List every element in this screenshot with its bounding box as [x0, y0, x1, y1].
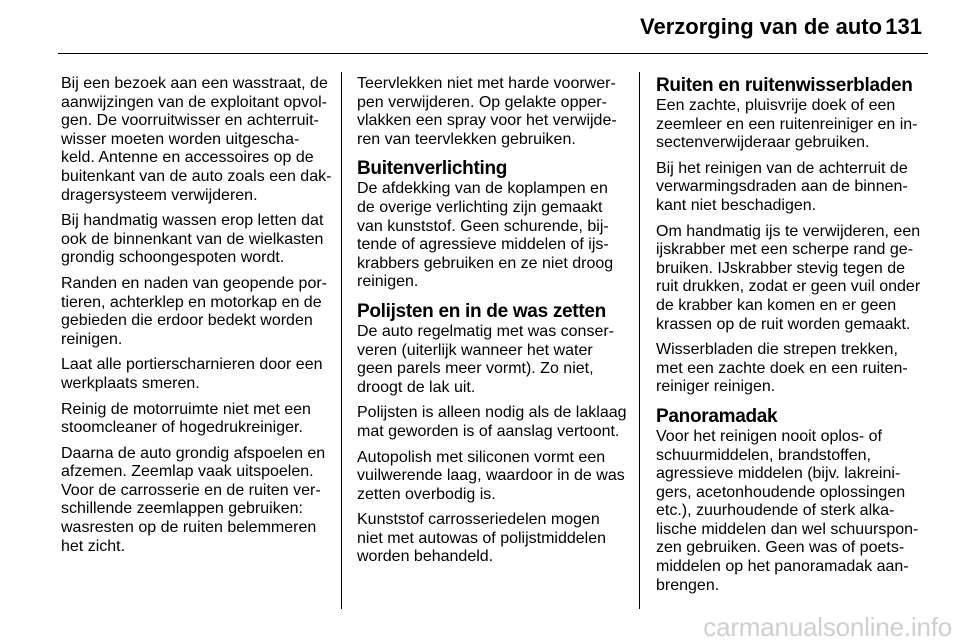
- col1-paragraph: [61, 356, 333, 393]
- col1-p6-text: Daarna de auto grondig afspoelen en afzemen. Zeemlap vaak uitspoelen. Voor de carrosserie en de ruiten ver- schillende zeemlappen gebruiken: wasresten op de ruiten belemmeren het zicht.: [61, 444, 326, 555]
- section-heading-buitenverlichting: Buitenverlichting: [357, 158, 508, 180]
- column-divider-2: [639, 72, 640, 609]
- col3-s1-p4: Wisserbladen die strepen trekken, met een zachte doek en een ruiten- reiniger reinigen.: [656, 341, 908, 396]
- col1-paragraph: [61, 275, 333, 349]
- column-divider-1: [341, 72, 342, 609]
- col1-p1-text: Bij een bezoek aan een wasstraat, de aanwijzingen van de exploitant opvol- gen. De voorruitwisser en achterruit- wisser moeten worden uitgescha- keld. Antenne en accessoires op de buitenkant van de auto zoals een dak- dragersysteem verwijderen.: [61, 75, 332, 204]
- section-heading-polijsten: Polijsten en in de was zetten: [357, 300, 606, 322]
- col1-paragraph: [61, 445, 333, 557]
- col3-s2-p1: Voor het reinigen nooit oplos- of schuurmiddelen, brandstoffen, agressieve middelen (bijv. lakreini- gers, acetonhoudende oplossingen etc.), zuurhoudende of sterk alka- lische middelen dan wel schuurspon- zen gebruiken. Geen was of poets- middelen op het panoramadak aan- brengen.: [656, 427, 919, 594]
- col3-s1-p2: Bij het reinigen van de achterruit de verwarmingsdraden aan de binnen- kant niet beschadigen.: [656, 159, 908, 214]
- col2-s2-p1: De auto regelmatig met was conser- veren (uiterlijk wanneer het water geen parels meer vormt). Zo niet, droogt de lak uit.: [357, 322, 614, 396]
- col1-paragraph: [61, 212, 333, 268]
- col2-s2-p2: Polijsten is alleen nodig als de laklaag mat geworden is of aanslag vertoont.: [357, 404, 627, 440]
- col1-p5-text: Reinig de motorruimte niet met een stoomcleaner of hogedrukreiniger.: [61, 400, 311, 437]
- col3-s1-p3: Om handmatig ijs te verwijderen, een ijskrabber met een scherpe rand ge- bruiken. IJskrabber stevig tegen de ruit drukken, zodat er geen vuil onder de krabber kan komen en er geen krassen op de ruit worden gemaakt.: [656, 222, 921, 333]
- col2-s2-p4: Kunststof carrosseriedelen mogen niet met autowas of polijstmiddelen worden behandeld.: [357, 511, 607, 566]
- col1-p3-text: Randen en naden van geopende por- tieren, achterklep en motorkap en de gebieden die erdoor bedekt worden reinigen.: [61, 274, 327, 348]
- col2-s1-p1: De afdekking van de koplampen en de overige verlichting zijn gemaakt van kunststof. Geen schurende, bij- tende of agressieve middelen of ijs- krabbers gebruiken en ze niet droog reinigen.: [357, 180, 614, 291]
- col3-s1-p1: Een zachte, pluisvrije doek of een zeemleer en een ruitenreiniger en in- sectenverwijderaar gebruiken.: [656, 97, 918, 152]
- page-number: 131: [885, 14, 922, 39]
- header-divider: [58, 53, 928, 54]
- col2-intro: Teervlekken niet met harde voorwer- pen verwijderen. Op gelakte opper- vlakken een spray voor het verwijde- ren van teervlekken gebruiken.: [357, 75, 617, 148]
- column-1: [61, 75, 333, 563]
- section-heading-panoramadak: Panoramadak: [656, 405, 778, 427]
- col1-p2-text: Bij handmatig wassen erop letten dat ook de binnenkant van de wielkasten grondig schoongespoten wordt.: [61, 212, 324, 267]
- section-heading-ruiten: Ruiten en ruitenwisserbladen: [656, 75, 913, 96]
- col1-paragraph: [61, 401, 333, 438]
- page-header-title: Verzorging van de auto: [640, 14, 883, 39]
- watermark: carmanualsonline.info: [703, 612, 952, 642]
- col2-s2-p3: Autopolish met siliconen vormt een vuilwerende laag, waardoor in de was zetten overbodig is.: [357, 448, 625, 503]
- col1-paragraph: [61, 75, 333, 205]
- column-2: [357, 75, 635, 574]
- column-3: [656, 75, 928, 602]
- col1-p4-text: Laat alle portierscharnieren door een werkplaats smeren.: [61, 356, 323, 392]
